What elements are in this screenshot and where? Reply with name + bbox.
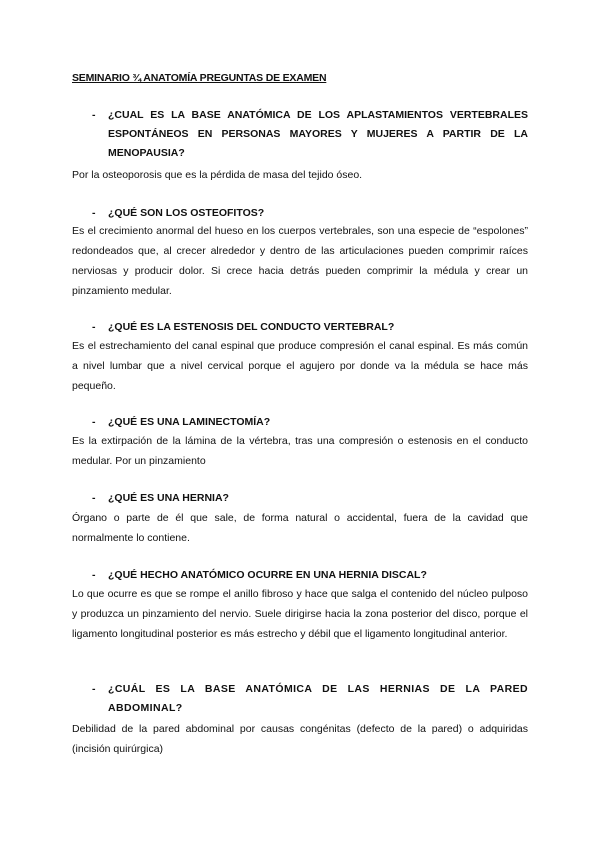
question-text: ¿CUÁL ES LA BASE ANATÓMICA DE LAS HERNIAS DE LA PARED ABDOMINAL? <box>108 683 528 714</box>
question-text: ¿QUÉ HECHO ANATÓMICO OCURRE EN UNA HERNIA DISCAL? <box>108 569 427 581</box>
bullet-dash: - <box>92 569 96 581</box>
answer-7: Debilidad de la pared abdominal por causas congénitas (defecto de la pared) o adquiridas (incisión quirúrgica) <box>72 723 528 755</box>
bullet-dash: - <box>92 109 96 121</box>
answer-4: Es la extirpación de la lámina de la vértebra, tras una compresión o estenosis en el conducto medular. Por un pinzamiento <box>72 435 528 467</box>
question-7 <box>92 680 528 718</box>
question-text: ¿QUÉ ES LA ESTENOSIS DEL CONDUCTO VERTEBRAL? <box>108 321 395 333</box>
question-6 <box>92 566 528 585</box>
answer-1: Por la osteoporosis que es la pérdida de masa del tejido óseo. <box>72 169 363 181</box>
question-text: ¿QUÉ SON LOS OSTEOFITOS? <box>108 207 265 219</box>
answer-6: Lo que ocurre es que se rompe el anillo fibroso y hace que salga el contenido del núcleo pulposo y produzca un pinzamiento del nervio. Suele dirigirse hacia la zona posterior del disco, porque el ligamento longitudinal posterior es más estrecho y débil que el ligamento longitudinal anterior. <box>72 588 528 640</box>
document-title: SEMINARIO ¾ ANATOMÍA PREGUNTAS DE EXAMEN <box>72 72 327 84</box>
bullet-dash: - <box>92 207 96 219</box>
bullet-dash: - <box>92 321 96 333</box>
question-text: ¿QUÉ ES UNA HERNIA? <box>108 492 229 504</box>
question-text: ¿QUÉ ES UNA LAMINECTOMÍA? <box>108 416 271 428</box>
question-3 <box>92 318 528 337</box>
bullet-dash: - <box>92 492 96 504</box>
question-1 <box>92 106 528 163</box>
answer-5: Órgano o parte de él que sale, de forma natural o accidental, fuera de la cavidad que normalmente lo contiene. <box>72 512 528 544</box>
bullet-dash: - <box>92 683 96 695</box>
question-5 <box>92 489 528 508</box>
answer-3: Es el estrechamiento del canal espinal que produce compresión el canal espinal. Es más común a nivel lumbar que a nivel cervical porque el agujero por donde va la médula se hace más pequeño. <box>72 340 528 392</box>
bullet-dash: - <box>92 416 96 428</box>
question-4 <box>92 413 528 432</box>
question-text: ¿CUAL ES LA BASE ANATÓMICA DE LOS APLASTAMIENTOS VERTEBRALES ESPONTÁNEOS EN PERSONAS MAYORES Y MUJERES A PARTIR DE LA MENOPAUSIA? <box>108 109 528 159</box>
answer-2: Es el crecimiento anormal del hueso en los cuerpos vertebrales, son una especie de “espolones” redondeados que, al crecer alrededor y dentro de las articulaciones pueden comprimir raíces nerviosas y producir dolor. Si crece hacia detrás pueden comprimir la médula y crear un pinzamiento medular. <box>72 225 528 297</box>
